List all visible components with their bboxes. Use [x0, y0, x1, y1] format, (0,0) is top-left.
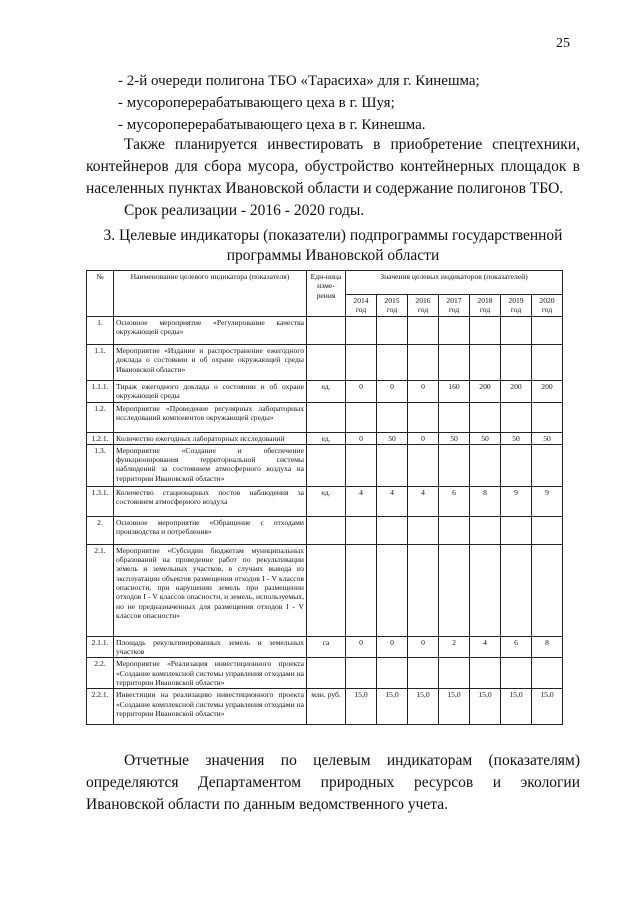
- row-value: [346, 544, 377, 636]
- row-value: [377, 658, 408, 689]
- row-value: 0: [377, 636, 408, 658]
- paragraph-investment: [86, 134, 580, 200]
- row-value: [501, 658, 532, 689]
- row-value: [346, 516, 377, 544]
- row-value: 0: [408, 636, 439, 658]
- row-number: 2.2.: [87, 658, 114, 689]
- header-indicator-name: Наименование целевого индикатора (показателя): [114, 271, 307, 317]
- row-value: [470, 317, 501, 345]
- row-value: [501, 345, 532, 381]
- bullet-item: - 2-й очереди полигона ТБО «Тарасиха» для г. Кинешма;: [118, 73, 480, 89]
- row-number: 1.2.1.: [87, 432, 114, 444]
- row-indicator-name: Количество стационарных постов наблюдения за состоянием атмосферного воздуха: [114, 486, 307, 516]
- row-indicator-name: Мероприятие «Реализация инвестиционного проекта «Создание комплексной системы управления отходами на территории Ивановской области»: [114, 658, 307, 689]
- row-value: [377, 444, 408, 486]
- row-value: 6: [439, 486, 470, 516]
- row-value: 15,0: [377, 689, 408, 725]
- paragraph-term-text: Срок реализации - 2016 - 2020 годы.: [124, 202, 365, 219]
- row-unit: [307, 544, 346, 636]
- row-value: [377, 544, 408, 636]
- row-value: 0: [408, 432, 439, 444]
- row-value: 50: [439, 432, 470, 444]
- row-value: [501, 317, 532, 345]
- table-row: [87, 689, 563, 725]
- row-value: [346, 317, 377, 345]
- row-number: 1.2.: [87, 402, 114, 432]
- header-year: 2020 год: [532, 295, 563, 317]
- row-value: 200: [470, 381, 501, 403]
- row-value: [377, 516, 408, 544]
- row-value: 0: [377, 381, 408, 403]
- row-indicator-name: Мероприятие «Создание и обеспечение функционирования территориальной системы наблюдений за состоянием атмосферного воздуха на территории Ивановской области»: [114, 444, 307, 486]
- row-value: 15,0: [346, 689, 377, 725]
- row-value: [470, 516, 501, 544]
- table-row: [87, 486, 563, 516]
- row-value: [532, 444, 563, 486]
- row-value: [439, 444, 470, 486]
- row-number: 1.1.1.: [87, 381, 114, 403]
- paragraph-investment-text: Также планируется инвестировать в приобретение спецтехники, контейнеров для сбора мусора, обустройство контейнерных площадок в населенных пунктах Ивановской области и содержание полигонов ТБО.: [86, 136, 580, 197]
- row-value: [470, 402, 501, 432]
- bullet-item: - мусороперерабатывающего цеха в г. Шуя;: [118, 95, 395, 111]
- table-row: [87, 544, 563, 636]
- page-number: 25: [556, 36, 570, 51]
- row-value: [346, 658, 377, 689]
- row-value: 9: [501, 486, 532, 516]
- header-year: 2016 год: [408, 295, 439, 317]
- row-number: 2.1.: [87, 544, 114, 636]
- indicators-table: [86, 270, 563, 725]
- row-unit: [307, 444, 346, 486]
- row-number: 1.3.: [87, 444, 114, 486]
- row-value: 8: [532, 636, 563, 658]
- row-value: [470, 658, 501, 689]
- row-value: [377, 402, 408, 432]
- table-row: [87, 381, 563, 403]
- row-value: 0: [346, 381, 377, 403]
- bullet-item: - мусороперерабатывающего цеха в г. Кинешма.: [118, 117, 426, 133]
- row-value: [408, 345, 439, 381]
- row-indicator-name: Площадь рекультивированных земель и земельных участков: [114, 636, 307, 658]
- header-year: 2014 год: [346, 295, 377, 317]
- header-year: 2018 год: [470, 295, 501, 317]
- row-number: 1.3.1.: [87, 486, 114, 516]
- header-unit: Еди-ница изме-рения: [307, 271, 346, 317]
- row-value: [408, 444, 439, 486]
- row-value: [439, 516, 470, 544]
- row-value: [470, 444, 501, 486]
- row-unit: [307, 402, 346, 432]
- row-number: 1.: [87, 317, 114, 345]
- row-value: 50: [470, 432, 501, 444]
- row-unit: [307, 658, 346, 689]
- row-value: [377, 317, 408, 345]
- row-value: [408, 658, 439, 689]
- row-value: 200: [501, 381, 532, 403]
- header-number: №: [87, 271, 114, 317]
- row-value: 15,0: [470, 689, 501, 725]
- row-value: 200: [532, 381, 563, 403]
- table-row: [87, 658, 563, 689]
- row-number: 2.: [87, 516, 114, 544]
- table-row: [87, 402, 563, 432]
- row-value: [532, 516, 563, 544]
- section-title: [86, 226, 580, 266]
- row-value: 2: [439, 636, 470, 658]
- row-value: [501, 444, 532, 486]
- row-value: [346, 444, 377, 486]
- row-value: 0: [346, 432, 377, 444]
- row-indicator-name: Инвестиции на реализацию инвестиционного проекта «Создание комплексной системы управления отходами на территории Ивановской области»: [114, 689, 307, 725]
- table-row: [87, 317, 563, 345]
- row-unit: млн. руб.: [307, 689, 346, 725]
- row-unit: [307, 345, 346, 381]
- paragraph-reporting: [86, 750, 580, 816]
- table-row: [87, 345, 563, 381]
- row-indicator-name: Количество ежегодных лабораторных исследований: [114, 432, 307, 444]
- row-value: 50: [501, 432, 532, 444]
- row-value: [439, 658, 470, 689]
- row-value: [439, 345, 470, 381]
- row-value: 4: [470, 636, 501, 658]
- row-value: [408, 516, 439, 544]
- row-value: [377, 345, 408, 381]
- table-row: [87, 432, 563, 444]
- row-value: 4: [377, 486, 408, 516]
- row-indicator-name: Тираж ежегодного доклада о состоянии и об охране окружающей среды: [114, 381, 307, 403]
- row-value: [532, 317, 563, 345]
- row-indicator-name: Основное мероприятие «Обращение с отходами производства и потребления»: [114, 516, 307, 544]
- row-value: [501, 516, 532, 544]
- row-value: 4: [346, 486, 377, 516]
- row-value: 50: [377, 432, 408, 444]
- row-value: 15,0: [532, 689, 563, 725]
- row-indicator-name: Мероприятие «Субсидии бюджетам муниципальных образований на проведение работ по рекультивации земель и земельных участков, в случаях вывода из эксплуатации объектов размещения отходов I - V классов опасности, при нарушении земель при размещении отходов I - V классов опасности, и земель, используемых, но не предназначенных для размещения отходов I - V классов опасности»: [114, 544, 307, 636]
- row-value: 160: [439, 381, 470, 403]
- row-unit: ед.: [307, 432, 346, 444]
- row-indicator-name: Мероприятие «Проведение регулярных лабораторных исследований компонентов окружающей среды»: [114, 402, 307, 432]
- row-value: [346, 402, 377, 432]
- row-value: 50: [532, 432, 563, 444]
- table-row: [87, 444, 563, 486]
- row-value: 15,0: [439, 689, 470, 725]
- row-unit: [307, 317, 346, 345]
- header-year: 2019 год: [501, 295, 532, 317]
- row-value: 0: [346, 636, 377, 658]
- header-values: Значения целевых индикаторов (показателей): [346, 271, 563, 295]
- row-unit: га: [307, 636, 346, 658]
- row-value: [532, 402, 563, 432]
- section-title-line: 3. Целевые индикаторы (показатели) подпрограммы государственной: [103, 227, 563, 244]
- row-value: [470, 544, 501, 636]
- row-value: 4: [408, 486, 439, 516]
- row-value: 0: [408, 381, 439, 403]
- row-value: [439, 317, 470, 345]
- row-value: 15,0: [408, 689, 439, 725]
- row-number: 2.1.1.: [87, 636, 114, 658]
- row-unit: [307, 516, 346, 544]
- row-value: [501, 544, 532, 636]
- row-indicator-name: Мероприятие «Издание и распространение ежегодного доклада о состоянии и об охране окружающей среды Ивановской области»: [114, 345, 307, 381]
- row-value: [532, 544, 563, 636]
- row-number: 2.2.1.: [87, 689, 114, 725]
- row-indicator-name: Основное мероприятие «Регулирование качества окружающей среды»: [114, 317, 307, 345]
- row-value: 8: [470, 486, 501, 516]
- row-value: [470, 345, 501, 381]
- row-unit: ед.: [307, 381, 346, 403]
- row-value: [532, 658, 563, 689]
- row-value: [501, 402, 532, 432]
- table-row: [87, 636, 563, 658]
- header-year: 2017 год: [439, 295, 470, 317]
- row-value: [439, 544, 470, 636]
- row-value: 15,0: [501, 689, 532, 725]
- table-row: [87, 516, 563, 544]
- header-year: 2015 год: [377, 295, 408, 317]
- row-number: 1.1.: [87, 345, 114, 381]
- row-unit: ед.: [307, 486, 346, 516]
- row-value: [346, 345, 377, 381]
- section-title-line: программы Ивановской области: [226, 247, 440, 264]
- paragraph-term: [86, 200, 580, 222]
- row-value: [408, 402, 439, 432]
- row-value: 6: [501, 636, 532, 658]
- row-value: [439, 402, 470, 432]
- row-value: [532, 345, 563, 381]
- row-value: 9: [532, 486, 563, 516]
- row-value: [408, 544, 439, 636]
- bullet-list: [118, 70, 480, 136]
- paragraph-reporting-text: Отчетные значения по целевым индикаторам (показателям) определяются Департаментом природных ресурсов и экологии Ивановской области по данным ведомственного учета.: [86, 752, 580, 813]
- row-value: [408, 317, 439, 345]
